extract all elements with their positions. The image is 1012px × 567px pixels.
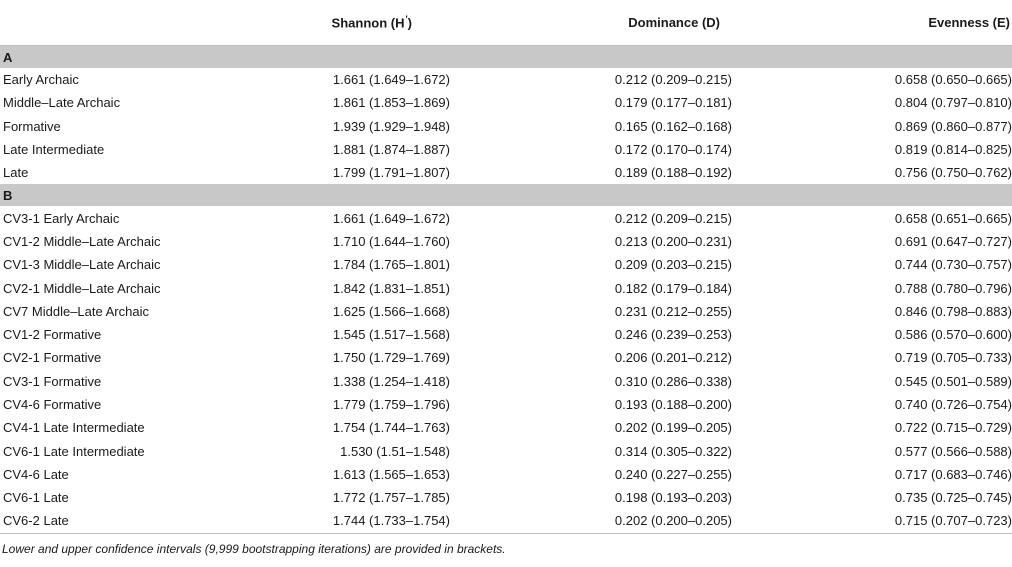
cell-shannon: 1.754 (1.744–1.763) bbox=[332, 420, 450, 436]
cell-evenness: 0.717 (0.683–0.746) bbox=[894, 466, 1012, 482]
table-row bbox=[0, 161, 1012, 184]
cell-sample-name: CV2-1 Formative bbox=[3, 350, 102, 366]
cell-sample-name: CV4-6 Late bbox=[3, 466, 69, 482]
cell-shannon: 1.661 (1.649–1.672) bbox=[332, 72, 450, 88]
table-row bbox=[0, 68, 1012, 91]
cell-evenness: 0.804 (0.797–0.810) bbox=[894, 95, 1012, 111]
cell-evenness: 0.788 (0.780–0.796) bbox=[894, 280, 1012, 296]
cell-evenness: 0.756 (0.750–0.762) bbox=[894, 165, 1012, 181]
cell-dominance: 0.172 (0.170–0.174) bbox=[614, 142, 732, 158]
cell-shannon: 1.779 (1.759–1.796) bbox=[332, 397, 450, 412]
cell-shannon: 1.710 (1.644–1.760) bbox=[332, 233, 450, 249]
table-row bbox=[0, 230, 1012, 253]
cell-dominance: 0.212 (0.209–0.215) bbox=[614, 210, 732, 226]
cell-shannon: 1.613 (1.565–1.653) bbox=[332, 466, 450, 482]
cell-dominance: 0.314 (0.305–0.322) bbox=[614, 443, 732, 459]
cell-dominance: 0.231 (0.212–0.255) bbox=[614, 303, 732, 319]
cell-shannon: 1.939 (1.929–1.948) bbox=[332, 118, 450, 134]
cell-sample-name: Middle–Late Archaic bbox=[3, 95, 121, 111]
cell-sample-name: CV4-1 Late Intermediate bbox=[3, 420, 145, 436]
header-sample bbox=[0, 0, 200, 46]
cell-dominance: 0.198 (0.193–0.203) bbox=[614, 490, 732, 506]
cell-evenness: 0.740 (0.726–0.754) bbox=[894, 397, 1012, 412]
table-row bbox=[0, 463, 1012, 486]
table-row bbox=[0, 138, 1012, 161]
cell-dominance: 0.240 (0.227–0.255) bbox=[614, 466, 732, 482]
cell-shannon: 1.881 (1.874–1.887) bbox=[332, 142, 450, 158]
cell-shannon: 1.338 (1.254–1.418) bbox=[332, 373, 450, 389]
table-row bbox=[0, 91, 1012, 114]
cell-evenness: 0.658 (0.650–0.665) bbox=[894, 72, 1012, 88]
cell-shannon: 1.744 (1.733–1.754) bbox=[200, 509, 450, 533]
cell-shannon: 1.799 (1.791–1.807) bbox=[332, 165, 450, 181]
section-row-b bbox=[0, 184, 1012, 206]
section-label: A bbox=[0, 46, 1012, 69]
cell-dominance: 0.189 (0.188–0.192) bbox=[614, 165, 732, 181]
header-shannon-close: ) bbox=[407, 15, 412, 31]
cell-sample-name: Late bbox=[3, 165, 29, 181]
table-row bbox=[0, 370, 1012, 393]
header-shannon-prime: ′ bbox=[405, 14, 408, 25]
table-row bbox=[0, 416, 1012, 439]
header-dominance: Dominance (D) bbox=[450, 0, 732, 46]
cell-dominance: 0.202 (0.199–0.205) bbox=[614, 420, 732, 436]
table-row bbox=[0, 276, 1012, 299]
cell-sample-name: Late Intermediate bbox=[3, 142, 105, 158]
cell-evenness: 0.545 (0.501–0.589) bbox=[894, 373, 1012, 389]
cell-dominance: 0.193 (0.188–0.200) bbox=[614, 397, 732, 412]
cell-dominance: 0.212 (0.209–0.215) bbox=[614, 72, 732, 88]
table-header bbox=[0, 0, 1012, 46]
cell-shannon: 1.750 (1.729–1.769) bbox=[332, 350, 450, 366]
cell-dominance: 0.213 (0.200–0.231) bbox=[614, 233, 732, 249]
header-shannon-label: Shannon (H bbox=[331, 15, 405, 31]
table-row bbox=[0, 346, 1012, 369]
cell-dominance: 0.209 (0.203–0.215) bbox=[614, 257, 732, 273]
cell-sample-name: CV2-1 Middle–Late Archaic bbox=[3, 280, 161, 296]
section-label: B bbox=[0, 184, 1012, 206]
cell-shannon: 1.772 (1.757–1.785) bbox=[332, 490, 450, 506]
cell-shannon: 1.530 (1.51–1.548) bbox=[340, 443, 450, 459]
cell-dominance: 0.206 (0.201–0.212) bbox=[614, 350, 732, 366]
cell-dominance: 0.202 (0.200–0.205) bbox=[450, 509, 732, 533]
header-shannon bbox=[200, 0, 450, 46]
cell-sample-name: CV6-2 Late bbox=[0, 509, 200, 533]
cell-shannon: 1.784 (1.765–1.801) bbox=[332, 257, 450, 273]
cell-sample-name: CV6-1 Late Intermediate bbox=[3, 443, 145, 459]
cell-evenness: 0.735 (0.725–0.745) bbox=[894, 490, 1012, 506]
cell-sample-name: Formative bbox=[3, 118, 61, 134]
cell-sample-name: CV3-1 Early Archaic bbox=[3, 210, 120, 226]
header-evenness: Evenness (E) bbox=[732, 0, 1012, 46]
section-row-a bbox=[0, 46, 1012, 69]
cell-sample-name: CV1-2 Formative bbox=[3, 327, 102, 343]
cell-sample-name: CV7 Middle–Late Archaic bbox=[3, 303, 149, 319]
cell-evenness: 0.819 (0.814–0.825) bbox=[894, 142, 1012, 158]
cell-evenness: 0.715 (0.707–0.723) bbox=[732, 509, 1012, 533]
cell-evenness: 0.722 (0.715–0.729) bbox=[894, 420, 1012, 436]
cell-sample-name: CV3-1 Formative bbox=[3, 373, 102, 389]
cell-evenness: 0.846 (0.798–0.883) bbox=[894, 303, 1012, 319]
cell-sample-name: Early Archaic bbox=[3, 72, 79, 88]
table-row bbox=[0, 486, 1012, 509]
table-row bbox=[0, 323, 1012, 346]
cell-shannon: 1.661 (1.649–1.672) bbox=[332, 210, 450, 226]
table-row bbox=[0, 300, 1012, 323]
table-footnote: Lower and upper confidence intervals (9,999 bootstrapping iterations) are provided in brackets. bbox=[2, 541, 506, 556]
cell-dominance: 0.246 (0.239–0.253) bbox=[614, 327, 732, 343]
table-row bbox=[0, 253, 1012, 276]
cell-shannon: 1.861 (1.853–1.869) bbox=[332, 95, 450, 111]
cell-shannon: 1.842 (1.831–1.851) bbox=[332, 280, 450, 296]
cell-shannon: 1.625 (1.566–1.668) bbox=[332, 303, 450, 319]
table-row bbox=[0, 439, 1012, 462]
cell-sample-name: CV1-3 Middle–Late Archaic bbox=[3, 257, 161, 273]
cell-evenness: 0.869 (0.860–0.877) bbox=[894, 118, 1012, 134]
cell-dominance: 0.310 (0.286–0.338) bbox=[614, 373, 732, 389]
cell-dominance: 0.182 (0.179–0.184) bbox=[614, 280, 732, 296]
cell-sample-name: CV4-6 Formative bbox=[3, 397, 102, 412]
table-row bbox=[0, 206, 1012, 229]
cell-evenness: 0.744 (0.730–0.757) bbox=[894, 257, 1012, 273]
cell-dominance: 0.165 (0.162–0.168) bbox=[614, 118, 732, 134]
cell-sample-name: CV1-2 Middle–Late Archaic bbox=[3, 233, 161, 249]
cell-evenness: 0.658 (0.651–0.665) bbox=[894, 210, 1012, 226]
header-row bbox=[0, 0, 1012, 46]
table-body bbox=[0, 46, 1012, 534]
cell-evenness: 0.691 (0.647–0.727) bbox=[894, 233, 1012, 249]
cell-dominance: 0.179 (0.177–0.181) bbox=[614, 95, 732, 111]
cell-sample-name: CV6-1 Late bbox=[3, 490, 69, 506]
table-row bbox=[0, 393, 1012, 416]
table-row bbox=[0, 115, 1012, 138]
cell-shannon: 1.545 (1.517–1.568) bbox=[332, 327, 450, 343]
cell-evenness: 0.586 (0.570–0.600) bbox=[894, 327, 1012, 343]
cell-evenness: 0.719 (0.705–0.733) bbox=[894, 350, 1012, 366]
table-row bbox=[0, 509, 1012, 533]
cell-evenness: 0.577 (0.566–0.588) bbox=[894, 443, 1012, 459]
